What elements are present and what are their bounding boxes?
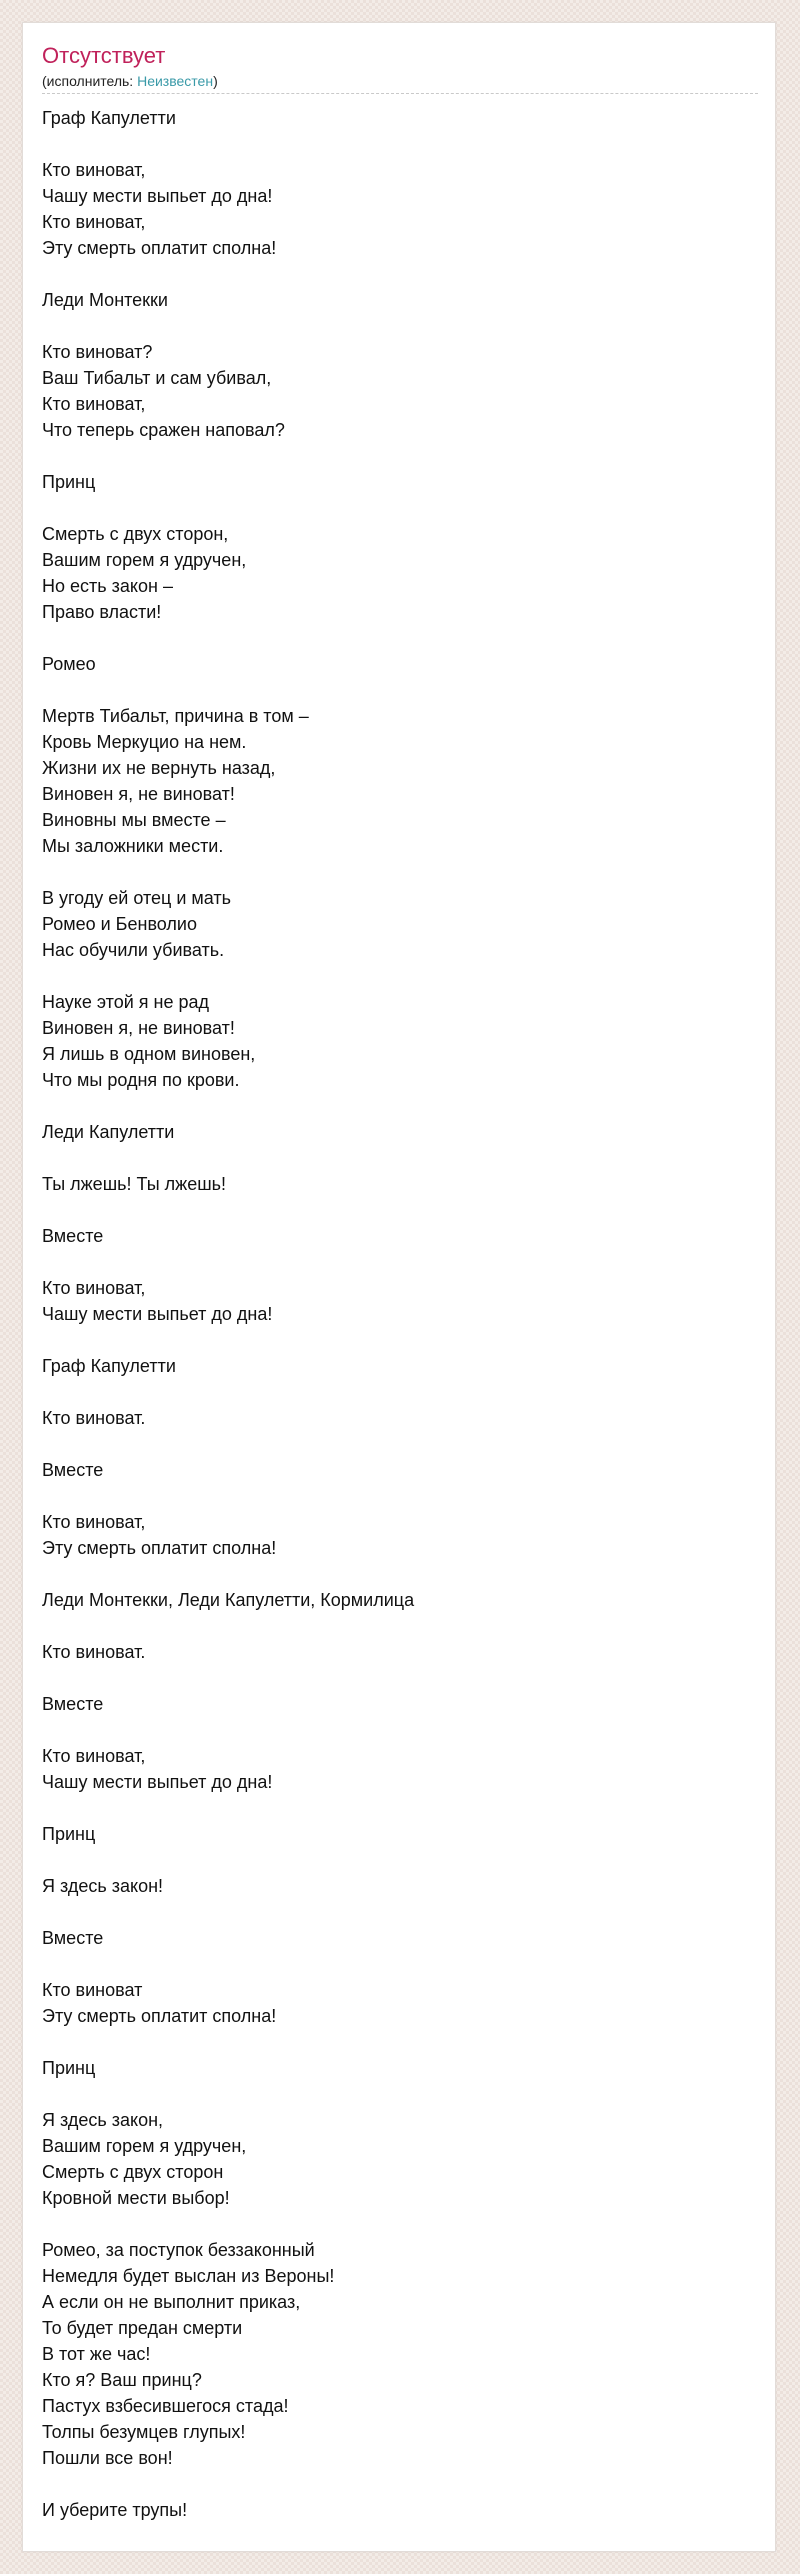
lyrics-line: Кто виноват, xyxy=(42,1746,146,1766)
lyrics-stanza xyxy=(42,1171,758,1197)
lyrics-line: Вместе xyxy=(42,1226,104,1246)
lyrics-line: Граф Капулетти xyxy=(42,1356,176,1376)
lyrics-body xyxy=(42,105,758,2549)
lyrics-line: Мертв Тибальт, причина в том – xyxy=(42,706,309,726)
lyrics-stanza xyxy=(42,1275,758,1327)
header-divider xyxy=(42,93,758,94)
lyrics-line: Принц xyxy=(42,472,96,492)
lyrics-stanza xyxy=(42,703,758,859)
lyrics-line: Смерть с двух сторон xyxy=(42,2162,224,2182)
lyrics-line: Принц xyxy=(42,1824,96,1844)
lyrics-line: Вашим горем я удручен, xyxy=(42,550,247,570)
lyrics-line: А если он не выполнит приказ, xyxy=(42,2292,301,2312)
lyrics-line: Кто виноват, xyxy=(42,1512,146,1532)
lyrics-line: Что мы родня по крови. xyxy=(42,1070,240,1090)
lyrics-stanza xyxy=(42,1821,758,1847)
lyrics-line: Смерть с двух сторон, xyxy=(42,524,229,544)
lyrics-line: Кто виноват, xyxy=(42,394,146,414)
lyrics-line: Ваш Тибальт и сам убивал, xyxy=(42,368,272,388)
lyrics-line: Принц xyxy=(42,2058,96,2078)
lyrics-line: Пастух взбесившегося стада! xyxy=(42,2396,289,2416)
lyrics-stanza xyxy=(42,1223,758,1249)
lyrics-line: Ромео, за поступок беззаконный xyxy=(42,2240,315,2260)
lyrics-stanza xyxy=(42,1405,758,1431)
lyrics-stanza xyxy=(42,157,758,261)
lyrics-stanza xyxy=(42,1119,758,1145)
lyrics-line: Кто виноват. xyxy=(42,1408,146,1428)
lyrics-stanza xyxy=(42,651,758,677)
lyrics-line: Ромео xyxy=(42,654,96,674)
lyrics-stanza xyxy=(42,521,758,625)
lyrics-line: Науке этой я не рад xyxy=(42,992,210,1012)
song-title: Отсутствует xyxy=(42,43,166,68)
lyrics-line: Вашим горем я удручен, xyxy=(42,2136,247,2156)
lyrics-line: Кто виноват xyxy=(42,1980,143,2000)
lyrics-line: Леди Монтекки xyxy=(42,290,168,310)
lyrics-stanza xyxy=(42,287,758,313)
lyrics-stanza xyxy=(42,1977,758,2029)
lyrics-stanza xyxy=(42,885,758,963)
lyrics-line: Нас обучили убивать. xyxy=(42,940,225,960)
lyrics-line: Жизни их не вернуть назад, xyxy=(42,758,276,778)
lyrics-stanza xyxy=(42,2107,758,2211)
lyrics-stanza xyxy=(42,1587,758,1613)
song-header xyxy=(42,43,758,90)
lyrics-stanza xyxy=(42,1691,758,1717)
lyrics-line: Чашу мести выпьет до дна! xyxy=(42,1772,273,1792)
lyrics-line: Виновен я, не виноват! xyxy=(42,1018,235,1038)
lyrics-line: Кто я? Ваш принц? xyxy=(42,2370,202,2390)
lyrics-line: Мы заложники мести. xyxy=(42,836,224,856)
lyrics-line: В угоду ей отец и мать xyxy=(42,888,232,908)
lyrics-line: Ромео и Бенволио xyxy=(42,914,197,934)
lyrics-stanza xyxy=(42,105,758,131)
lyrics-line: Кто виноват. xyxy=(42,1642,146,1662)
artist-prefix: (исполнитель: xyxy=(42,73,138,89)
lyrics-stanza xyxy=(42,469,758,495)
lyrics-stanza xyxy=(42,2237,758,2471)
lyrics-line: Вместе xyxy=(42,1694,104,1714)
lyrics-line: Кто виноват, xyxy=(42,160,146,180)
lyrics-stanza xyxy=(42,339,758,443)
lyrics-line: Я здесь закон! xyxy=(42,1876,164,1896)
lyrics-card xyxy=(22,22,776,2552)
lyrics-line: Вместе xyxy=(42,1460,104,1480)
lyrics-stanza xyxy=(42,989,758,1093)
lyrics-stanza xyxy=(42,2055,758,2081)
lyrics-line: Я лишь в одном виновен, xyxy=(42,1044,256,1064)
lyrics-line: Немедля будет выслан из Вероны! xyxy=(42,2266,335,2286)
lyrics-stanza xyxy=(42,1925,758,1951)
lyrics-line: Ты лжешь! Ты лжешь! xyxy=(42,1174,227,1194)
lyrics-line: Кто виноват, xyxy=(42,212,146,232)
lyrics-line: Чашу мести выпьет до дна! xyxy=(42,186,273,206)
lyrics-line: Леди Монтекки, Леди Капулетти, Кормилица xyxy=(42,1590,415,1610)
lyrics-line: В тот же час! xyxy=(42,2344,151,2364)
lyrics-line: Чашу мести выпьет до дна! xyxy=(42,1304,273,1324)
lyrics-stanza xyxy=(42,1873,758,1899)
lyrics-line: Эту смерть оплатит сполна! xyxy=(42,1538,277,1558)
lyrics-line: Кровь Меркуцио на нем. xyxy=(42,732,247,752)
lyrics-line: Кровной мести выбор! xyxy=(42,2188,230,2208)
lyrics-stanza xyxy=(42,1743,758,1795)
artist-link[interactable]: Неизвестен xyxy=(137,73,214,89)
lyrics-line: То будет предан смерти xyxy=(42,2318,243,2338)
lyrics-line: Право власти! xyxy=(42,602,162,622)
lyrics-line: Виновен я, не виноват! xyxy=(42,784,235,804)
lyrics-line: Что теперь сражен наповал? xyxy=(42,420,285,440)
lyrics-line: Толпы безумцев глупых! xyxy=(42,2422,246,2442)
lyrics-line: Кто виноват, xyxy=(42,1278,146,1298)
lyrics-line: Я здесь закон, xyxy=(42,2110,164,2130)
lyrics-line: Виновны мы вместе – xyxy=(42,810,226,830)
artist-line xyxy=(42,72,758,90)
lyrics-line: Но есть закон – xyxy=(42,576,173,596)
lyrics-stanza xyxy=(42,1353,758,1379)
lyrics-line: Эту смерть оплатит сполна! xyxy=(42,238,277,258)
lyrics-stanza xyxy=(42,1457,758,1483)
lyrics-stanza xyxy=(42,1639,758,1665)
lyrics-line: Вместе xyxy=(42,1928,104,1948)
lyrics-line: Леди Капулетти xyxy=(42,1122,175,1142)
lyrics-stanza xyxy=(42,2497,758,2523)
lyrics-line: Пошли все вон! xyxy=(42,2448,173,2468)
lyrics-stanza xyxy=(42,1509,758,1561)
lyrics-line: Граф Капулетти xyxy=(42,108,176,128)
lyrics-line: Эту смерть оплатит сполна! xyxy=(42,2006,277,2026)
lyrics-line: Кто виноват? xyxy=(42,342,153,362)
artist-suffix: ) xyxy=(213,73,218,89)
lyrics-line: И уберите трупы! xyxy=(42,2500,188,2520)
